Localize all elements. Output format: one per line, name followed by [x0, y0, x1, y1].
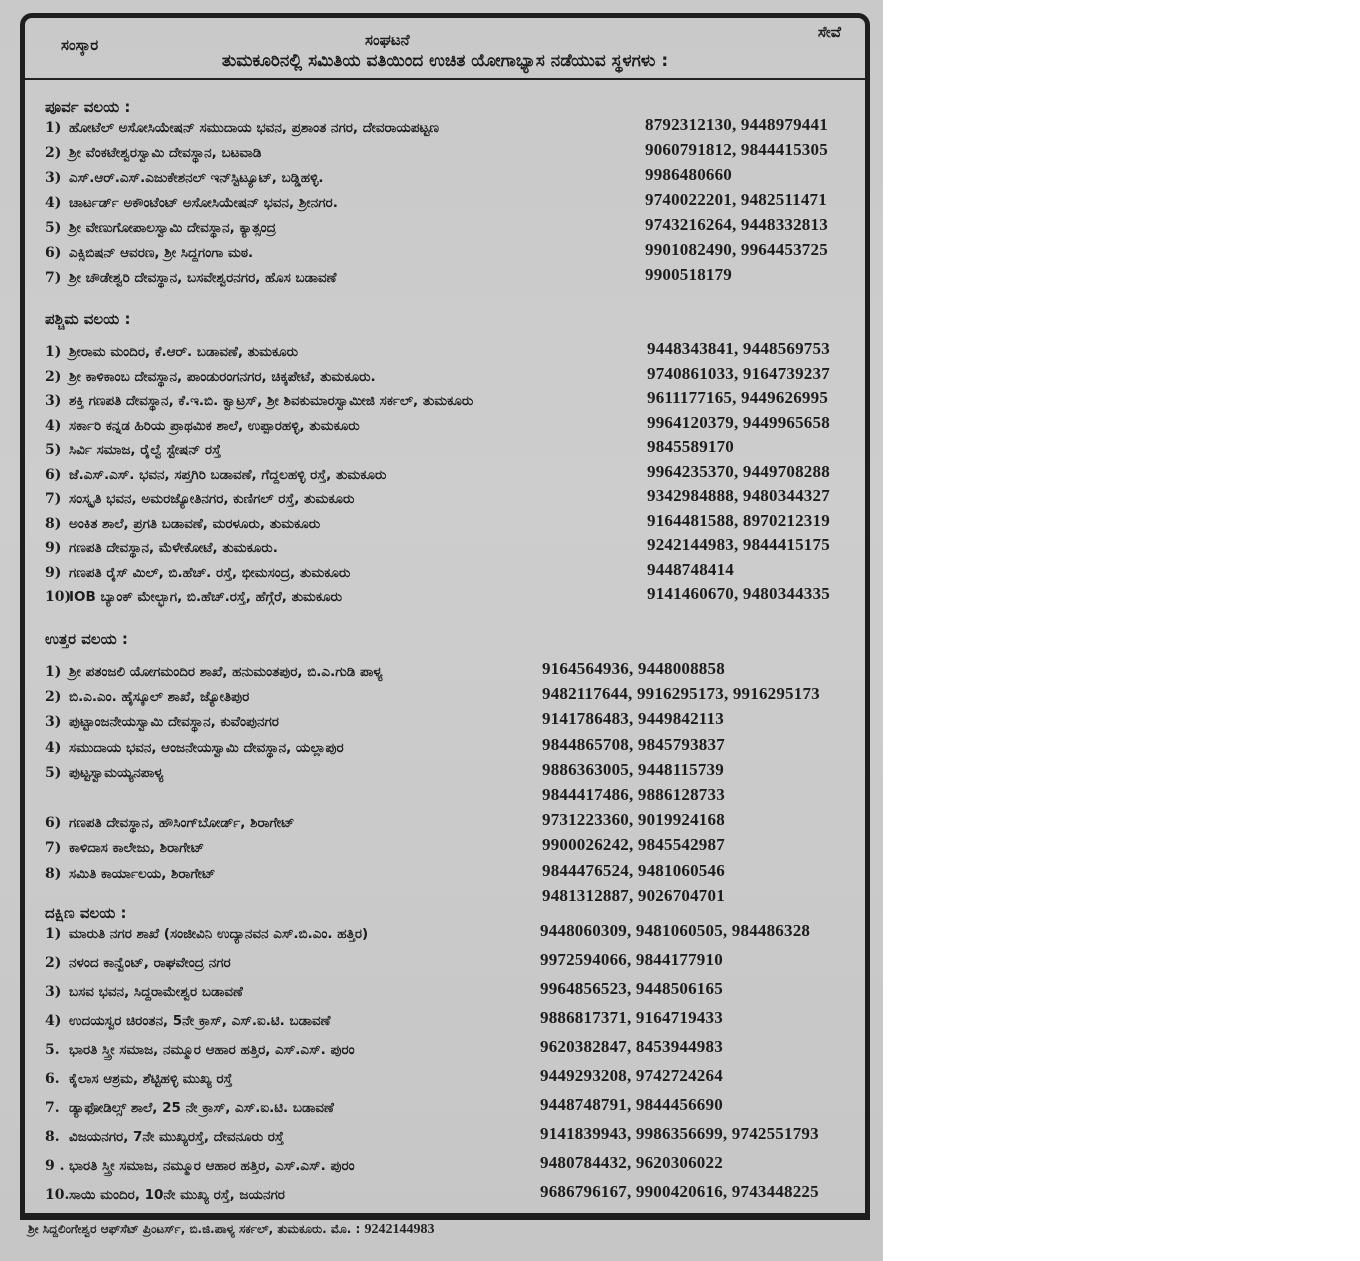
item-number: 3)	[45, 714, 62, 731]
location-list	[45, 115, 865, 295]
contact-phones: 9448343841, 9448569753	[647, 339, 830, 358]
item-number: 5)	[45, 220, 62, 236]
contact-phones: 9448748414	[647, 559, 734, 579]
location-name: ಶ್ರೀರಾಮ ಮಂದಿರ, ಕೆ.ಆರ್. ಬಡಾವಣೆ, ತುಮಕೂರು	[69, 344, 299, 360]
item-number: 3)	[45, 393, 62, 409]
item-number: 10.	[45, 1187, 70, 1203]
location-row	[45, 921, 865, 955]
contact-phones: 9449293208, 9742724264	[540, 1066, 723, 1085]
location-name: ಜೆ.ಎಸ್.ಎಸ್. ಭವನ, ಸಪ್ತಗಿರಿ ಬಡಾವಣೆ, ಗೆದ್ದಲಹಳ್ಳಿ ರಸ್ತೆ, ತುಮಕೂರು	[69, 466, 387, 483]
location-row	[45, 709, 865, 739]
location-name: ಶ್ರೀ ಪತಂಜಲಿ ಯೋಗಮಂದಿರ ಶಾಖೆ, ಹನುಮಂತಪುರ, ಬಿ.ಎ.ಗುಡಿ ಪಾಳ್ಯ	[69, 664, 383, 680]
contact-phones: 9964120379, 9449965658	[647, 412, 830, 432]
item-number: 5)	[45, 442, 62, 458]
section-title: ಪೂರ್ವ ವಲಯ :	[45, 98, 131, 116]
contact-phones: 9164481588, 8970212319	[647, 510, 830, 530]
location-row	[45, 950, 865, 984]
location-row	[45, 140, 865, 170]
location-name: ಗಣಪತಿ ದೇವಸ್ಥಾನ, ಹೌಸಿಂಗ್‌ಬೋರ್ಡ್, ಶಿರಾಗೇಟ್	[69, 815, 295, 832]
location-name: ಶಕ್ತಿ ಗಣಪತಿ ದೇವಸ್ಥಾನ, ಕೆ.ಇ.ಬಿ. ಕ್ವಾಟ್ರಸ್, ಶ್ರೀ ಶಿವಕುಮಾರಸ್ವಾಮೀಜಿ ಸರ್ಕಲ್, ತುಮಕೂರು	[69, 393, 474, 409]
location-row	[45, 759, 865, 790]
section-north-zone	[45, 630, 865, 916]
contact-phones: 9844417486, 9886128733	[542, 784, 725, 804]
location-name: ಚಾರ್ಟರ್ಡ್ ಅಕೌಂಟೆಂಟ್ ಅಸೋಸಿಯೇಷನ್ ಭವನ, ಶ್ರೀನಗರ.	[69, 195, 338, 211]
contact-phones: 8792312130, 9448979441	[645, 115, 828, 134]
item-number: 5)	[45, 764, 62, 781]
item-number: 10)	[45, 589, 72, 605]
section-east-zone	[45, 98, 865, 295]
location-row	[45, 860, 865, 891]
location-name: ಸಮುದಾಯ ಭವನ, ಆಂಜನೇಯಸ್ವಾಮಿ ದೇವಸ್ಥಾನ, ಯಲ್ಲಾಪುರ	[69, 739, 344, 756]
contact-phones: 9686796167, 9900420616, 9743448225	[540, 1182, 819, 1201]
section-west-zone	[45, 310, 865, 614]
contact-phones: 9448748791, 9844456690	[540, 1095, 723, 1114]
item-number: 1)	[45, 664, 62, 680]
location-name: ಶ್ರೀ ಕಾಳಿಕಾಂಬ ದೇವಸ್ಥಾನ, ಪಾಂಡುರಂಗನಗರ, ಚಿಕ್ಕಪೇಟೆ, ತುಮಕೂರು.	[69, 368, 376, 385]
contact-phones: 9164564936, 9448008858	[542, 659, 725, 678]
item-number: 6)	[45, 245, 62, 261]
contact-phones: 9743216264, 9448332813	[645, 215, 828, 234]
item-number: 9 .	[45, 1158, 65, 1174]
item-number: 6)	[45, 815, 62, 832]
location-row	[45, 734, 865, 765]
location-name: ಭಾರತಿ ಸ್ತ್ರೀ ಸಮಾಜ, ನಮ್ಮೂರ ಆಹಾರ ಹತ್ತಿರ, ಎಸ್.ಎಸ್. ಪುರಂ	[69, 1042, 355, 1058]
location-name: ಸಂಸ್ಕೃತಿ ಭವನ, ಅಮರಜ್ಯೋತಿನಗರ, ಕುಣಿಗಲ್ ರಸ್ತೆ, ತುಮಕೂರು	[69, 491, 355, 507]
contact-phones: 9844865708, 9845793837	[542, 734, 725, 754]
printer-footer	[28, 1222, 434, 1238]
location-name: ಸಿರ್ವಿ ಸಮಾಜ, ರೈಲ್ವೆ ಸ್ಟೇಷನ್ ರಸ್ತೆ	[69, 442, 221, 458]
section-title: ಪಶ್ಚಿಮ ವಲಯ :	[45, 310, 131, 328]
section-title: ಉತ್ತರ ವಲಯ :	[45, 630, 128, 648]
location-row	[45, 1124, 865, 1158]
printer-phone: 9242144983	[364, 1222, 435, 1237]
location-row	[45, 1066, 865, 1100]
document-frame	[20, 13, 870, 1220]
location-name: ಮಾರುತಿ ನಗರ ಶಾಖೆ (ಸಂಜೀವಿನಿ ಉದ್ಯಾನವನ ಎಸ್.ಬಿ.ಎಂ. ಹತ್ತಿರ)	[69, 926, 369, 942]
location-name: ಬಿ.ಎ.ಎಂ. ಹೈಸ್ಕೂಲ್ ಶಾಖೆ, ಜ್ಯೋತಿಪುರ	[69, 689, 250, 706]
location-row	[45, 1182, 865, 1216]
location-row	[45, 535, 865, 565]
header-right-motto: ಸೇವೆ	[817, 23, 841, 41]
contact-phones: 9972594066, 9844177910	[540, 950, 723, 969]
item-number: 1)	[45, 344, 62, 360]
location-name: ಭಾರತಿ ಸ್ತ್ರೀ ಸಮಾಜ, ನಮ್ಮೂರ ಆಹಾರ ಹತ್ತಿರ, ಎಸ್.ಎಸ್. ಪುರಂ	[69, 1158, 355, 1174]
item-number: 6.	[45, 1071, 60, 1087]
contact-phones: 9900518179	[645, 265, 732, 284]
section-title: ದಕ್ಷಿಣ ವಲಯ :	[45, 904, 127, 922]
contact-phones: 9620382847, 8453944983	[540, 1037, 723, 1056]
contact-phones: 9242144983, 9844415175	[647, 535, 830, 554]
contact-phones: 9886817371, 9164719433	[540, 1008, 723, 1027]
item-number: 2)	[45, 689, 62, 706]
item-number: 4)	[45, 1013, 62, 1029]
contact-phones: 9845589170	[647, 437, 734, 456]
location-name: ಸಮಿತಿ ಕಾರ್ಯಾಲಯ, ಶಿರಾಗೇಟ್	[69, 865, 216, 882]
item-number: 1)	[45, 120, 62, 136]
location-row	[45, 584, 865, 614]
location-row	[45, 810, 865, 840]
contact-phones: 9740022201, 9482511471	[645, 190, 827, 209]
location-row	[45, 979, 865, 1013]
location-list	[45, 339, 865, 614]
contact-phones: 9480784432, 9620306022	[540, 1153, 723, 1172]
item-number: 9)	[45, 564, 62, 581]
contact-phones: 9611177165, 9449626995	[647, 388, 829, 407]
location-list	[45, 921, 865, 1216]
item-number: 1)	[45, 926, 62, 942]
contact-phones: 9901082490, 9964453725	[645, 240, 828, 259]
item-number: 8)	[45, 865, 62, 882]
location-name: ಪುಟ್ಟಸ್ವಾಮಯ್ಯನಪಾಳ್ಯ	[69, 764, 164, 781]
item-number: 5.	[45, 1042, 60, 1058]
location-row	[45, 240, 865, 270]
contact-phones: 9060791812, 9844415305	[645, 140, 828, 159]
contact-phones: 9964235370, 9449708288	[647, 461, 830, 481]
location-name: ಗಣಪತಿ ರೈಸ್ ಮಿಲ್, ಬಿ.ಹೆಚ್. ರಸ್ತೆ, ಭೀಮಸಂದ್ರ, ತುಮಕೂರು	[69, 564, 351, 581]
location-name: ಕೈಲಾಸ ಆಶ್ರಮ, ಶೆಟ್ಟಿಹಳ್ಳಿ ಮುಖ್ಯ ರಸ್ತೆ	[69, 1071, 233, 1087]
item-number: 4)	[45, 195, 62, 211]
location-row	[45, 265, 865, 295]
location-row	[45, 1008, 865, 1042]
location-name: ಡ್ಯಾಫೋಡಿಲ್ಸ್ ಶಾಲೆ, 25 ನೇ ಕ್ರಾಸ್, ಎಸ್.ಐ.ಟಿ. ಬಡಾವಣೆ	[69, 1100, 334, 1116]
location-row	[45, 412, 865, 443]
location-list	[45, 659, 865, 916]
location-name: ಬಸವ ಭವನ, ಸಿದ್ದರಾಮೇಶ್ವರ ಬಡಾವಣೆ	[69, 984, 243, 1000]
section-south-zone	[45, 904, 865, 1216]
contact-phones: 9141786483, 9449842113	[542, 709, 724, 729]
contact-phones: 9342984888, 9480344327	[647, 486, 830, 505]
location-name: ಎಕ್ಸಿಬಿಷನ್ ಆವರಣ, ಶ್ರೀ ಸಿದ್ದಗಂಗಾ ಮಠ.	[69, 245, 254, 261]
location-name: IOB ಬ್ಯಾಂಕ್ ಮೇಲ್ಭಾಗ, ಬಿ.ಹೆಚ್.ರಸ್ತೆ, ಹೆಗ್ಗೆರೆ, ತುಮಕೂರು	[69, 589, 342, 605]
contact-phones: 9886363005, 9448115739	[542, 759, 724, 779]
item-number: 4)	[45, 739, 62, 756]
contact-phones: 9448060309, 9481060505, 984486328	[540, 921, 811, 940]
item-number: 6)	[45, 466, 62, 483]
header-center-motto: ಸಂಘಟನೆ	[365, 31, 410, 49]
document-title: ತುಮಕೂರಿನಲ್ಲಿ ಸಮಿತಿಯ ವತಿಯಿಂದ ಉಚಿತ ಯೋಗಾಭ್ಯಾಸ ನಡೆಯುವ ಸ್ಥಳಗಳು :	[221, 51, 669, 71]
location-name: ಕಾಳಿದಾಸ ಕಾಲೇಜು, ಶಿರಾಗೇಟ್	[69, 840, 205, 857]
item-number: 8.	[45, 1129, 60, 1145]
location-name: ಹೋಟೆಲ್ ಅಸೋಸಿಯೇಷನ್ ಸಮುದಾಯ ಭವನ, ಪ್ರಶಾಂತ ನಗರ, ದೇವರಾಯಪಟ್ಟಣ	[69, 120, 439, 136]
location-name: ಸರ್ಕಾರಿ ಕನ್ನಡ ಹಿರಿಯ ಪ್ರಾಥಮಿಕ ಶಾಲೆ, ಉಪ್ಪಾರಹಳ್ಳಿ, ತುಮಕೂರು	[69, 417, 360, 434]
item-number: 7)	[45, 270, 62, 286]
contact-phones: 9964856523, 9448506165	[540, 979, 723, 998]
contact-phones: 9844476524, 9481060546	[542, 860, 725, 880]
location-name: ಗಣಪತಿ ದೇವಸ್ಥಾನ, ಮೆಳೇಕೋಟೆ, ತುಮಕೂರು.	[69, 540, 278, 556]
document-header	[25, 18, 865, 80]
item-number: 7.	[45, 1100, 60, 1116]
item-number: 4)	[45, 417, 62, 434]
location-row	[45, 1037, 865, 1071]
location-name: ನಳಂದ ಕಾನ್ವೆಂಟ್, ರಾಘವೇಂದ್ರ ನಗರ	[69, 955, 231, 971]
contact-phones: 9481312887, 9026704701	[542, 885, 725, 905]
item-number: 8)	[45, 515, 62, 532]
location-row	[45, 684, 865, 714]
item-number: 3)	[45, 170, 62, 186]
item-number: 3)	[45, 984, 62, 1000]
contact-phones: 9740861033, 9164739237	[647, 363, 830, 383]
location-row	[45, 784, 865, 815]
contact-phones: 9986480660	[645, 165, 732, 184]
printer-credit: ಶ್ರೀ ಸಿದ್ದಲಿಂಗೇಶ್ವರ ಆಫ್‌ಸೆಟ್ ಪ್ರಿಂಟರ್ಸ್, ಬಿ.ಜಿ.ಪಾಳ್ಯ ಸರ್ಕಲ್, ತುಮಕೂರು. ಮೊ. :	[28, 1222, 361, 1236]
location-name: ಉದಯಸ್ವರ ಚಿರಂತನ, 5ನೇ ಕ್ರಾಸ್, ಎಸ್.ಐ.ಟಿ. ಬಡಾವಣೆ	[69, 1013, 331, 1029]
item-number: 2)	[45, 145, 62, 161]
location-name: ಶ್ರೀ ವೇಣುಗೋಪಾಲಸ್ವಾಮಿ ದೇವಸ್ಥಾನ, ಕ್ಯಾತ್ಸಂದ್ರ	[69, 220, 276, 236]
contact-phones: 9900026242, 9845542987	[542, 835, 725, 855]
location-name: ಸಾಯಿ ಮಂದಿರ, 10ನೇ ಮುಖ್ಯ ರಸ್ತೆ, ಜಯನಗರ	[69, 1187, 285, 1203]
location-name: ಅಂಕಿತ ಶಾಲೆ, ಪ್ರಗತಿ ಬಡಾವಣೆ, ಮರಳೂರು, ತುಮಕೂರು	[69, 515, 321, 532]
item-number: 2)	[45, 955, 62, 971]
location-name: ವಿಜಯನಗರ, 7ನೇ ಮುಖ್ಯರಸ್ತೆ, ದೇವನೂರು ರಸ್ತೆ	[69, 1129, 284, 1145]
location-name: ಶ್ರೀ ಚೌಡೇಶ್ವರಿ ದೇವಸ್ಥಾನ, ಬಸವೇಶ್ವರನಗರ, ಹೊಸ ಬಡಾವಣೆ	[69, 270, 337, 286]
contact-phones: 9141460670, 9480344335	[647, 584, 830, 603]
item-number: 9)	[45, 540, 62, 556]
location-name: ಪುಟ್ಟಾಂಜನೇಯಸ್ವಾಮಿ ದೇವಸ್ಥಾನ, ಕುವೆಂಪುನಗರ	[69, 714, 279, 731]
location-name: ಎಸ್.ಆರ್.ಎಸ್.ಎಜುಕೇಶನಲ್ ಇನ್‌ಸ್ಟಿಟ್ಯೂಟ್, ಬಡ್ಡಿಹಳ್ಳಿ.	[69, 170, 324, 186]
contact-phones: 9482117644, 9916295173, 9916295173	[542, 684, 820, 704]
item-number: 7)	[45, 840, 62, 857]
item-number: 7)	[45, 491, 62, 507]
location-name: ಶ್ರೀ ವೆಂಕಟೇಶ್ವರಸ್ವಾಮಿ ದೇವಸ್ಥಾನ, ಬಟವಾಡಿ	[69, 145, 262, 161]
location-row	[45, 835, 865, 865]
contact-phones: 9141839943, 9986356699, 9742551793	[540, 1124, 819, 1143]
header-left-motto: ಸಂಸ್ಕಾರ	[61, 36, 99, 54]
contact-phones: 9731223360, 9019924168	[542, 810, 725, 830]
item-number: 2)	[45, 368, 62, 385]
